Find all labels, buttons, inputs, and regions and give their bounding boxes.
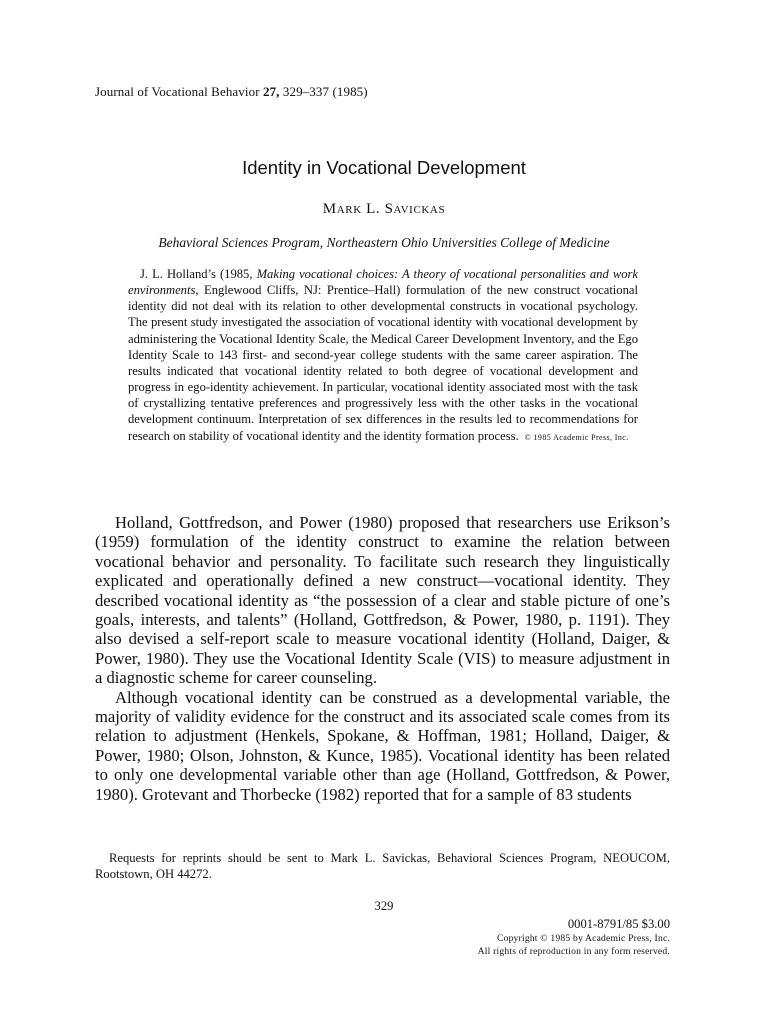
copyright-block: [350, 916, 670, 958]
abstract: [128, 266, 638, 446]
page-number: 329: [374, 899, 394, 913]
author-affiliation: Behavioral Sciences Program, Northeastern Ohio Universities College of Medicine: [158, 235, 610, 250]
abstract-copyright-credit: © 1985 Academic Press, Inc.: [524, 432, 629, 442]
abstract-paragraph: [128, 266, 638, 446]
rights-notice: All rights of reproduction in any form reserved.: [477, 946, 670, 957]
abstract-lead: J. L. Holland’s (1985,: [140, 267, 253, 281]
journal-pages-year: 329–337 (1985): [282, 84, 368, 99]
article-title: Identity in Vocational Development: [242, 157, 526, 178]
abstract-text: Englewood Cliffs, NJ: Prentice–Hall) formulation of the new construct vocational identity did not deal with its relation to other developmental constructs in vocational psychology. The present study investigated the association of vocational identity with vocational development by administering the Vocational Identity Scale, the Medical Career Development Inventory, and the Ego Identity Scale to 143 first- and second-year college students with the same career aspiration. The results indicated that vocational identity related to both degree of vocational development and progress in ego-identity achievement. In particular, vocational identity associated most with the task of crystallizing tentative preferences and progressively less with the other tasks in the vocational development continuum. Interpretation of sex differences in the results led to recommendations for research on stability of vocational identity and the identity formation process.: [128, 283, 638, 443]
author-name: Mark L. Savickas: [322, 201, 446, 217]
reprint-footnote: [95, 850, 670, 882]
journal-citation: [95, 84, 368, 100]
journal-volume: 27,: [262, 84, 280, 99]
abstract-book-title: Making vocational choices: A theory of vocational personalities and work environments,: [128, 267, 639, 298]
footnote-text: Requests for reprints should be sent to Mark L. Savickas, Behavioral Sciences Program, NEOUCOM, Rootstown, OH 44272.: [95, 851, 670, 881]
copyright-notice: Copyright © 1985 by Academic Press, Inc.: [496, 933, 670, 944]
journal-name: Journal of Vocational Behavior: [95, 84, 260, 99]
body-paragraph-1: Holland, Gottfredson, and Power (1980) proposed that researchers use Erikson’s (1959) formulation of the identity construct to examine the relation between vocational behavior and personality. To facilitate such research they linguistically explicated and operationally defined a new construct—vocational identity. They described vocational identity as “the possession of a clear and stable picture of one’s goals, interests, and talents” (Holland, Gottfredson, & Power, 1980, p. 1191). They also devised a self-report scale to measure vocational identity (Holland, Daiger, & Power, 1980). They use the Vocational Identity Scale (VIS) to measure adjustment in a diagnostic scheme for career counseling.: [95, 513, 670, 688]
article-body: [95, 513, 670, 804]
issn-price: 0001-8791/85 $3.00: [567, 917, 670, 931]
body-paragraph-2: Although vocational identity can be construed as a developmental variable, the majority of validity evidence for the construct and its associated scale comes from its relation to adjustment (Henkels, Spokane, & Hoffman, 1981; Holland, Daiger, & Power, 1980; Olson, Johnston, & Kunce, 1985). Vocational identity has been related to only one developmental variable other than age (Holland, Gottfredson, & Power, 1980). Grotevant and Thorbecke (1982) reported that for a sample of 83 students: [95, 687, 670, 804]
